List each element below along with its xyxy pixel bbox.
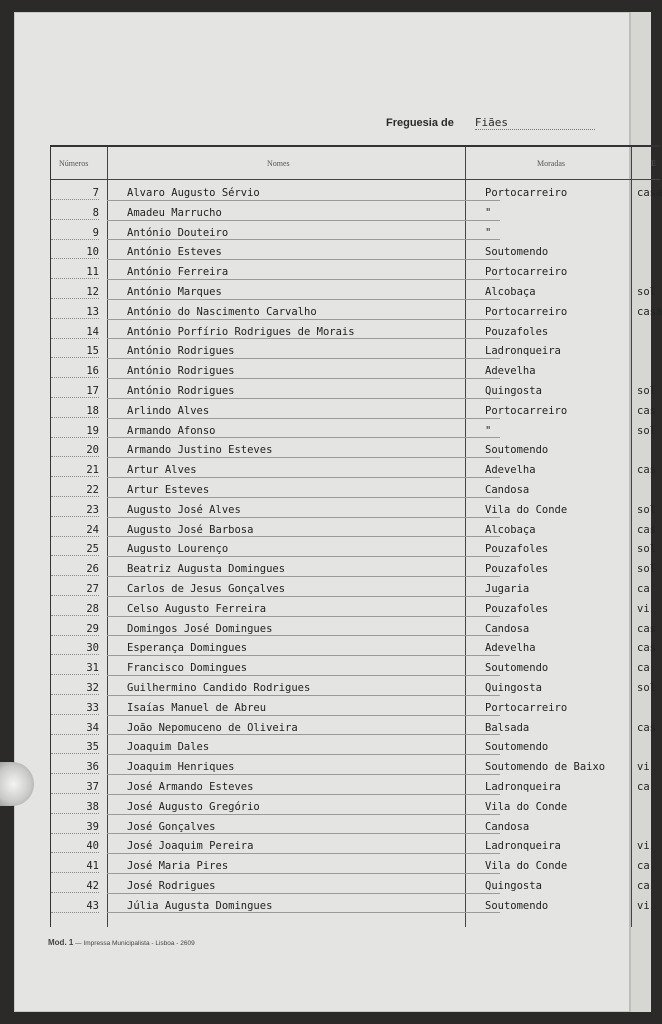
- row-name: Augusto Lourenço: [127, 543, 229, 556]
- header-next: E: [651, 159, 656, 168]
- row-address: Vila do Conde: [485, 503, 568, 516]
- row-number: 15: [51, 345, 99, 358]
- row-number: 22: [51, 484, 99, 497]
- row-status: ca: [637, 780, 650, 793]
- row-status: vi: [637, 899, 650, 912]
- table-row: [51, 359, 660, 379]
- row-name: José Gonçalves: [127, 820, 216, 833]
- row-address: Portocarreiro: [485, 701, 568, 714]
- row-name: Augusto José Alves: [127, 503, 241, 516]
- row-name: Guilhermino Candido Rodrigues: [127, 681, 311, 694]
- table-row: [51, 834, 660, 854]
- table-row: [51, 260, 660, 280]
- row-address: Pouzafoles: [485, 543, 549, 556]
- row-name: José Augusto Gregório: [127, 800, 260, 813]
- row-name: António Marques: [127, 285, 222, 298]
- row-status: ca: [637, 662, 650, 675]
- table-row: [51, 716, 660, 736]
- row-address: Soutomendo: [485, 246, 549, 259]
- table-row: [51, 795, 660, 815]
- row-name: António Douteiro: [127, 226, 229, 239]
- row-status: sol: [637, 424, 656, 437]
- row-name: Joaquim Henriques: [127, 761, 235, 774]
- row-name: Arlindo Alves: [127, 404, 210, 417]
- printer-line: — Impressa Municipalista - Lisboa - 2609: [75, 940, 195, 947]
- row-address: Quingosta: [485, 681, 542, 694]
- parish-value: Fiães: [475, 116, 595, 130]
- row-status: cas: [637, 721, 656, 734]
- row-name: Domingos José Domingues: [127, 622, 273, 635]
- row-address: Pouzafoles: [485, 325, 549, 338]
- row-address: Alcobaça: [485, 523, 536, 536]
- table-row: [51, 280, 660, 300]
- row-status: casa: [637, 305, 662, 318]
- row-address: Adevelha: [485, 464, 536, 477]
- row-number: 23: [51, 504, 99, 517]
- row-name: Amadeu Marrucho: [127, 206, 222, 219]
- row-name: António Esteves: [127, 246, 222, 259]
- table-row: [51, 656, 660, 676]
- row-name: António Porfírio Rodrigues de Morais: [127, 325, 355, 338]
- row-name: Armando Afonso: [127, 424, 216, 437]
- header-numbers: Números: [59, 159, 89, 168]
- row-number: 9: [51, 227, 99, 240]
- row-address: Vila do Conde: [485, 860, 568, 873]
- row-number: 18: [51, 405, 99, 418]
- row-number: 16: [51, 365, 99, 378]
- table-row: [51, 894, 660, 914]
- parish-label: Freguesia de: [386, 117, 454, 129]
- row-address: Adevelha: [485, 642, 536, 655]
- row-name: Artur Alves: [127, 464, 197, 477]
- table-row: [51, 537, 660, 557]
- table-row: [51, 557, 660, 577]
- form-model: Mod. 1: [48, 938, 74, 947]
- row-number: 38: [51, 801, 99, 814]
- row-status: cas: [637, 404, 656, 417]
- table-row: [51, 577, 660, 597]
- row-number: 19: [51, 425, 99, 438]
- row-name: Armando Justino Esteves: [127, 444, 273, 457]
- row-address: Candosa: [485, 820, 530, 833]
- row-name: António Rodrigues: [127, 365, 235, 378]
- table-row: [51, 458, 660, 478]
- row-address: Soutomendo de Baixo: [485, 761, 606, 774]
- table-body: [51, 181, 660, 913]
- table-row: [51, 221, 660, 241]
- table-row: [51, 775, 660, 795]
- row-name: José Rodrigues: [127, 879, 216, 892]
- row-status: cas: [637, 622, 656, 635]
- row-name: Esperança Domingues: [127, 642, 248, 655]
- row-number: 43: [51, 900, 99, 913]
- table-row: [51, 735, 660, 755]
- row-number: 36: [51, 761, 99, 774]
- row-address: Vila do Conde: [485, 800, 568, 813]
- row-status: sol: [637, 563, 656, 576]
- row-number: 39: [51, 821, 99, 834]
- row-address: Portocarreiro: [485, 404, 568, 417]
- row-address: Ladronqueira: [485, 345, 561, 358]
- row-address: Pouzafoles: [485, 563, 549, 576]
- row-status: cas: [637, 642, 656, 655]
- table-row: [51, 854, 660, 874]
- row-status: sol: [637, 543, 656, 556]
- row-status: sol: [637, 285, 656, 298]
- row-name: Isaías Manuel de Abreu: [127, 701, 267, 714]
- row-name: José Maria Pires: [127, 860, 229, 873]
- table-header: [51, 147, 660, 180]
- table-row: [51, 419, 660, 439]
- row-number: 10: [51, 246, 99, 259]
- row-name: Joaquim Dales: [127, 741, 210, 754]
- row-name: António do Nascimento Carvalho: [127, 305, 317, 318]
- table-row: [51, 399, 660, 419]
- table-row: [51, 438, 660, 458]
- table-row: [51, 597, 660, 617]
- table-row: [51, 498, 660, 518]
- row-address: Portocarreiro: [485, 187, 568, 199]
- row-address: Soutomendo: [485, 444, 549, 457]
- row-address: Pouzafoles: [485, 602, 549, 615]
- row-address: Ladronqueira: [485, 780, 561, 793]
- row-status: cas: [637, 464, 656, 477]
- row-status: vi: [637, 602, 650, 615]
- header-names: Nomes: [267, 159, 290, 168]
- row-number: 34: [51, 722, 99, 735]
- row-status: casa: [637, 187, 662, 199]
- row-address: ": [485, 424, 492, 437]
- row-status: ca: [637, 879, 650, 892]
- row-number: 33: [51, 702, 99, 715]
- row-number: 20: [51, 444, 99, 457]
- row-number: 14: [51, 326, 99, 339]
- row-name: António Ferreira: [127, 266, 229, 279]
- row-name: José Armando Esteves: [127, 780, 254, 793]
- row-number: 25: [51, 543, 99, 556]
- register-table: [50, 145, 660, 927]
- table-row: [51, 617, 660, 637]
- row-name: Francisco Domingues: [127, 662, 248, 675]
- row-status: sol: [637, 503, 656, 516]
- table-row: [51, 240, 660, 260]
- row-address: Jugaria: [485, 582, 530, 595]
- row-number: 40: [51, 840, 99, 853]
- row-name: António Rodrigues: [127, 345, 235, 358]
- row-number: 12: [51, 286, 99, 299]
- row-name: Celso Augusto Ferreira: [127, 602, 267, 615]
- row-number: 11: [51, 266, 99, 279]
- table-row: [51, 676, 660, 696]
- row-number: 37: [51, 781, 99, 794]
- row-number: 27: [51, 583, 99, 596]
- row-address: Candosa: [485, 622, 530, 635]
- row-number: 7: [51, 187, 99, 200]
- row-address: Quingosta: [485, 879, 542, 892]
- form-footer: [48, 938, 195, 947]
- row-address: Quingosta: [485, 384, 542, 397]
- row-status: cas: [637, 523, 656, 536]
- row-name: Artur Esteves: [127, 483, 210, 496]
- row-address: Candosa: [485, 483, 530, 496]
- row-address: Soutomendo: [485, 899, 549, 912]
- row-status: ca: [637, 860, 650, 873]
- row-address: Ladronqueira: [485, 840, 561, 853]
- table-row: [51, 815, 660, 835]
- row-address: Portocarreiro: [485, 266, 568, 279]
- row-status: vi: [637, 840, 650, 853]
- table-row: [51, 201, 660, 221]
- row-number: 32: [51, 682, 99, 695]
- row-number: 28: [51, 603, 99, 616]
- row-name: Augusto José Barbosa: [127, 523, 254, 536]
- table-row: [51, 518, 660, 538]
- row-address: Portocarreiro: [485, 305, 568, 318]
- row-address: ": [485, 226, 492, 239]
- row-number: 41: [51, 860, 99, 873]
- row-number: 30: [51, 642, 99, 655]
- row-number: 42: [51, 880, 99, 893]
- row-address: Soutomendo: [485, 741, 549, 754]
- table-row: [51, 379, 660, 399]
- row-address: Alcobaça: [485, 285, 536, 298]
- parish-header: [386, 116, 595, 130]
- row-address: Balsada: [485, 721, 530, 734]
- table-row: [51, 636, 660, 656]
- row-number: 21: [51, 464, 99, 477]
- row-number: 24: [51, 524, 99, 537]
- row-number: 35: [51, 741, 99, 754]
- row-name: Alvaro Augusto Sérvio: [127, 187, 260, 199]
- table-row: [51, 300, 660, 320]
- row-status: vi: [637, 761, 650, 774]
- row-name: José Joaquim Pereira: [127, 840, 254, 853]
- table-row: [51, 755, 660, 775]
- table-row: [51, 874, 660, 894]
- row-address: ": [485, 206, 492, 219]
- row-rule: [107, 912, 500, 913]
- row-name: António Rodrigues: [127, 384, 235, 397]
- header-addresses: Moradas: [537, 159, 565, 168]
- row-name: Carlos de Jesus Gonçalves: [127, 582, 286, 595]
- row-name: Beatriz Augusta Domingues: [127, 563, 286, 576]
- row-number: 8: [51, 207, 99, 220]
- row-address: Adevelha: [485, 365, 536, 378]
- table-row: [51, 696, 660, 716]
- row-status: sol: [637, 681, 656, 694]
- table-row: [51, 320, 660, 340]
- table-row: [51, 339, 660, 359]
- row-number: 31: [51, 662, 99, 675]
- row-address: Soutomendo: [485, 662, 549, 675]
- table-row: [51, 478, 660, 498]
- row-number: 26: [51, 563, 99, 576]
- row-number: 13: [51, 306, 99, 319]
- table-row: [51, 181, 660, 201]
- row-name: Júlia Augusta Domingues: [127, 899, 273, 912]
- row-status: ca: [637, 582, 650, 595]
- row-number: 29: [51, 623, 99, 636]
- row-name: João Nepomuceno de Oliveira: [127, 721, 298, 734]
- row-number: 17: [51, 385, 99, 398]
- row-status: sol: [637, 384, 656, 397]
